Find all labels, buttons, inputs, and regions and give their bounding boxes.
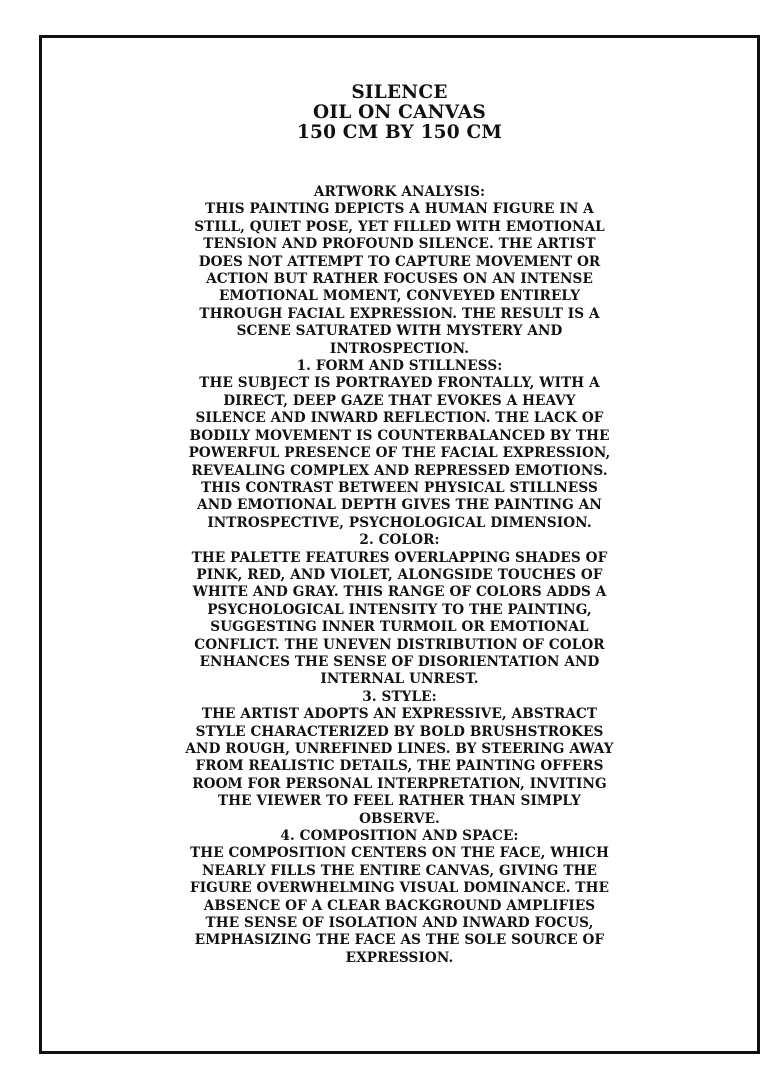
- section-heading: 1. FORM AND STILLNESS:: [296, 358, 503, 375]
- section-line: PINK, RED, AND VIOLET, ALONGSIDE TOUCHES OF: [196, 566, 603, 583]
- section-line: THIS CONTRAST BETWEEN PHYSICAL STILLNESS: [201, 479, 598, 496]
- analysis-intro: [110, 201, 689, 358]
- section-line: INTERNAL UNREST.: [320, 671, 479, 688]
- artwork-title: SILENCE: [351, 82, 448, 103]
- analysis-section: [110, 828, 689, 967]
- section-heading: 2. COLOR:: [359, 532, 440, 549]
- artwork-dimensions: 150 CM BY 150 CM: [296, 122, 503, 143]
- analysis-heading: ARTWORK ANALYSIS:: [313, 184, 486, 200]
- section-line: THE SUBJECT IS PORTRAYED FRONTALLY, WITH A: [199, 375, 600, 392]
- analysis-section: [110, 358, 689, 532]
- analysis-intro-line: THROUGH FACIAL EXPRESSION. THE RESULT IS A: [199, 305, 600, 322]
- analysis-intro-line: THIS PAINTING DEPICTS A HUMAN FIGURE IN A: [205, 201, 594, 218]
- section-line: THE SENSE OF ISOLATION AND INWARD FOCUS,: [205, 915, 594, 932]
- analysis-intro-line: EMOTIONAL MOMENT, CONVEYED ENTIRELY: [218, 288, 581, 305]
- section-line: THE PALETTE FEATURES OVERLAPPING SHADES OF: [191, 549, 608, 566]
- section-line: ABSENCE OF A CLEAR BACKGROUND AMPLIFIES: [203, 897, 596, 914]
- section-line: AND ROUGH, UNREFINED LINES. BY STEERING AWAY: [185, 741, 614, 757]
- section-line: THE VIEWER TO FEEL RATHER THAN SIMPLY: [218, 793, 581, 810]
- section-line: FROM REALISTIC DETAILS, THE PAINTING OFFERS: [195, 758, 604, 775]
- analysis-intro-line: STILL, QUIET POSE, YET FILLED WITH EMOTIONAL: [194, 218, 605, 235]
- analysis-intro-line: INTROSPECTION.: [329, 340, 470, 357]
- section-line: EMPHASIZING THE FACE AS THE SOLE SOURCE OF: [194, 932, 605, 949]
- section-line: EXPRESSION.: [345, 949, 454, 966]
- section-line: ENHANCES THE SENSE OF DISORIENTATION AND: [199, 653, 600, 670]
- section-line: CONFLICT. THE UNEVEN DISTRIBUTION OF COLOR: [194, 636, 605, 653]
- section-line: NEARLY FILLS THE ENTIRE CANVAS, GIVING THE: [202, 862, 597, 879]
- analysis-intro-line: SCENE SATURATED WITH MYSTERY AND: [236, 323, 563, 340]
- section-line: FIGURE OVERWHELMING VISUAL DOMINANCE. THE: [189, 880, 610, 897]
- section-line: STYLE CHARACTERIZED BY BOLD BRUSHSTROKES: [195, 723, 604, 740]
- section-line: REVEALING COMPLEX AND REPRESSED EMOTIONS.: [191, 462, 608, 479]
- analysis-sections: [110, 358, 689, 967]
- artwork-medium: OIL ON CANVAS: [313, 102, 486, 123]
- section-line: THE ARTIST ADOPTS AN EXPRESSIVE, ABSTRACT: [201, 706, 598, 723]
- analysis-intro-line: DOES NOT ATTEMPT TO CAPTURE MOVEMENT OR: [198, 253, 601, 270]
- section-line: INTROSPECTIVE, PSYCHOLOGICAL DIMENSION.: [207, 514, 592, 531]
- analysis-intro-line: TENSION AND PROFOUND SILENCE. THE ARTIST: [203, 236, 596, 253]
- section-line: POWERFUL PRESENCE OF THE FACIAL EXPRESSION,: [188, 445, 611, 462]
- analysis-section: [110, 689, 689, 828]
- artwork-header: [42, 83, 757, 143]
- analysis-section: [110, 532, 689, 689]
- section-line: DIRECT, DEEP GAZE THAT EVOKES A HEAVY: [223, 392, 576, 409]
- section-heading: 4. COMPOSITION AND SPACE:: [280, 828, 519, 845]
- artwork-analysis: [110, 184, 689, 967]
- section-line: SILENCE AND INWARD REFLECTION. THE LACK OF: [195, 410, 604, 427]
- section-line: AND EMOTIONAL DEPTH GIVES THE PAINTING AN: [197, 497, 602, 514]
- section-heading: 3. STYLE:: [362, 688, 437, 705]
- analysis-intro-line: ACTION BUT RATHER FOCUSES ON AN INTENSE: [206, 271, 593, 288]
- section-line: THE COMPOSITION CENTERS ON THE FACE, WHICH: [190, 845, 609, 862]
- section-line: OBSERVE.: [359, 810, 440, 827]
- section-line: WHITE AND GRAY. THIS RANGE OF COLORS ADDS A: [192, 584, 607, 601]
- section-line: BODILY MOVEMENT IS COUNTERBALANCED BY THE: [189, 427, 610, 444]
- section-line: SUGGESTING INNER TURMOIL OR EMOTIONAL: [210, 619, 589, 636]
- section-line: PSYCHOLOGICAL INTENSITY TO THE PAINTING,: [207, 601, 592, 618]
- section-line: ROOM FOR PERSONAL INTERPRETATION, INVITING: [192, 775, 607, 792]
- page-border: [39, 35, 760, 1054]
